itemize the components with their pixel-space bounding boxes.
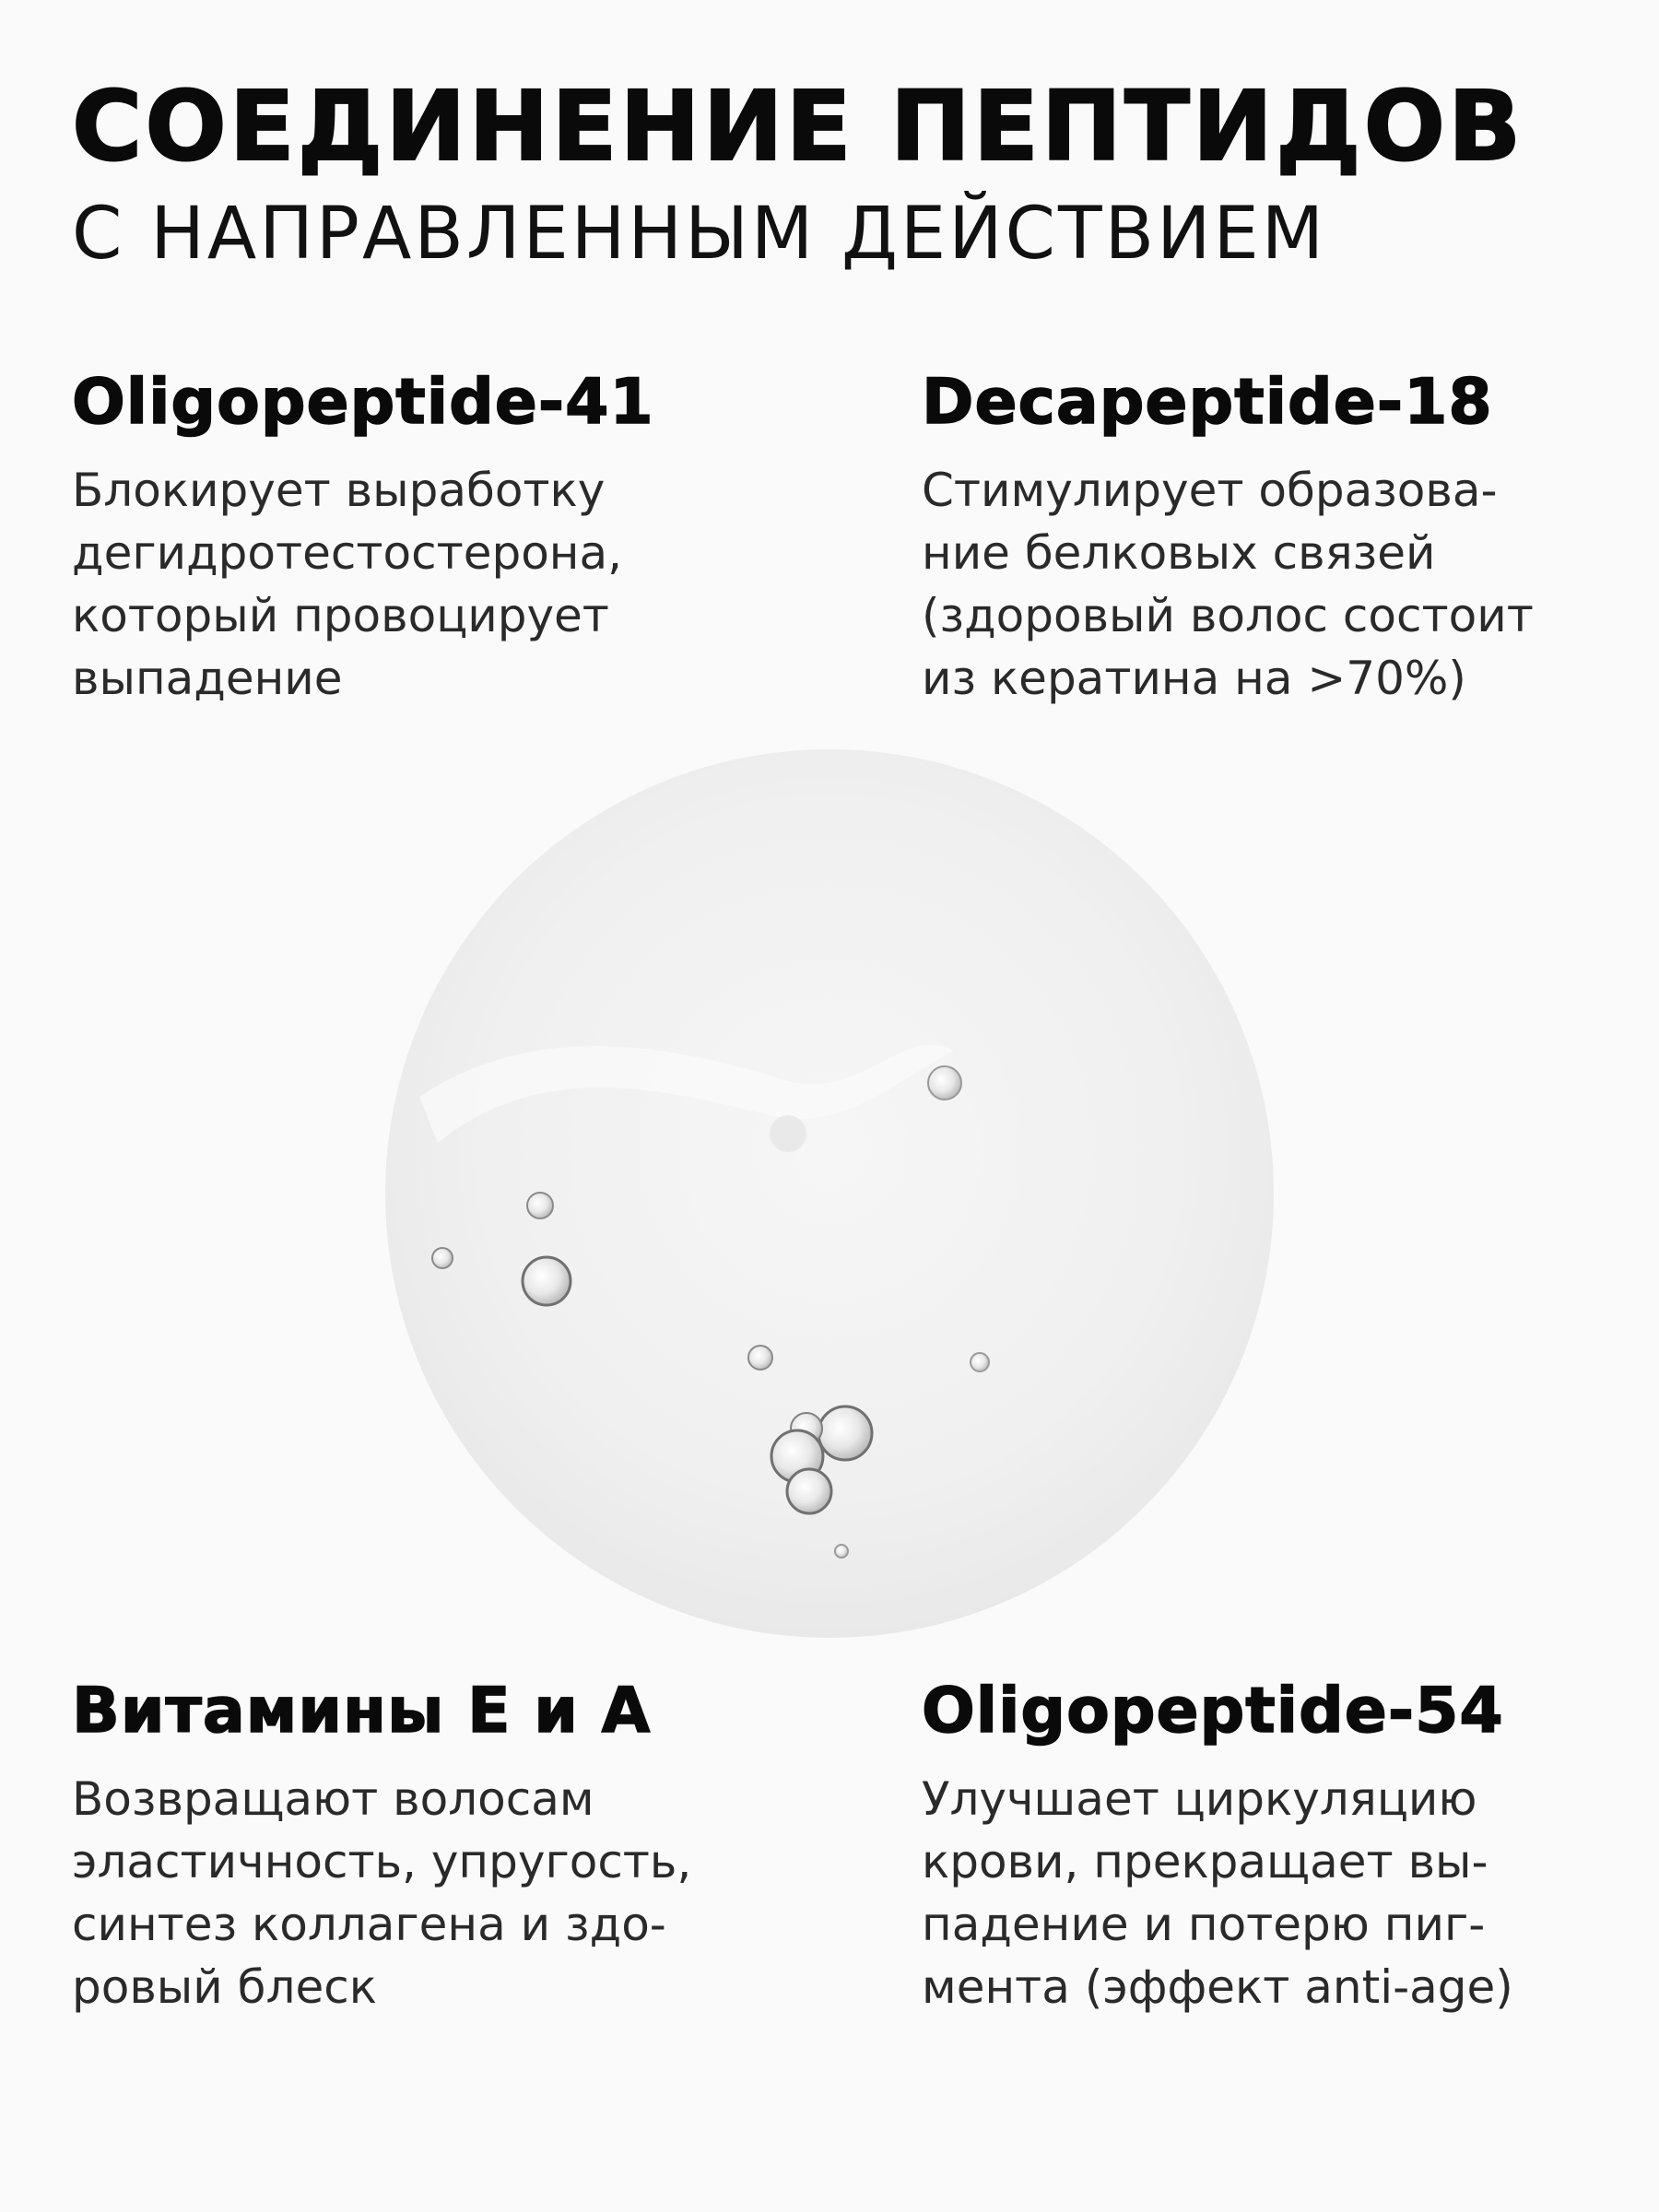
ingredient-description <box>922 1768 1622 2018</box>
droplet-circle <box>385 749 1274 1638</box>
description-line: ровый блеск <box>72 1960 377 2015</box>
ingredient-title: Decapeptide-18 <box>922 366 1493 439</box>
description-line: Возвращают волосам <box>72 1772 594 1827</box>
description-line: крови, прекращает вы- <box>922 1835 1488 1889</box>
bubble <box>527 1193 553 1218</box>
description-line: выпадение <box>72 652 343 706</box>
bubble <box>432 1248 453 1268</box>
serum-droplet-image <box>382 747 1277 1641</box>
description-line: из кератина на >70%) <box>922 652 1466 706</box>
serum-droplet-graphic <box>382 747 1277 1641</box>
bubble <box>787 1469 831 1513</box>
bubble <box>818 1406 872 1460</box>
bubble <box>928 1066 961 1100</box>
bubble <box>748 1346 772 1370</box>
description-line: дегидротестостерона, <box>72 526 623 581</box>
description-line: Улучшает циркуляцию <box>922 1772 1477 1827</box>
description-line: Блокирует выработку <box>72 464 606 518</box>
ingredient-block-vitamins-e-a <box>72 1676 772 2018</box>
ingredient-title: Витамины Е и А <box>72 1675 652 1747</box>
description-line: синтез коллагена и здо- <box>72 1898 666 1952</box>
description-line: Стимулирует образова- <box>922 464 1498 518</box>
ingredient-description <box>72 459 772 710</box>
bubble <box>835 1545 848 1558</box>
ingredient-description <box>72 1768 772 2018</box>
description-line: ние белковых связей <box>922 526 1436 581</box>
ingredient-block-oligopeptide-54 <box>922 1676 1622 2018</box>
bubble <box>770 1115 806 1152</box>
ingredient-block-decapeptide-18 <box>922 367 1622 710</box>
page-title: СОЕДИНЕНИЕ ПЕПТИДОВ <box>72 70 1524 182</box>
page-header <box>72 70 1602 276</box>
description-line: падение и потерю пиг- <box>922 1898 1486 1952</box>
ingredient-description <box>922 459 1622 710</box>
description-line: мента (эффект anti-age) <box>922 1960 1513 2015</box>
ingredient-title: Oligopeptide-41 <box>72 366 654 439</box>
description-line: (здоровый волос состоит <box>922 589 1534 643</box>
description-line: эластичность, упругость, <box>72 1835 692 1889</box>
ingredient-block-oligopeptide-41 <box>72 367 772 710</box>
bubble <box>523 1257 571 1305</box>
bubble <box>971 1353 989 1371</box>
description-line: который провоцирует <box>72 589 609 643</box>
ingredient-title: Oligopeptide-54 <box>922 1675 1504 1747</box>
page-subtitle: С НАПРАВЛЕННЫМ ДЕЙСТВИЕМ <box>72 193 1327 276</box>
